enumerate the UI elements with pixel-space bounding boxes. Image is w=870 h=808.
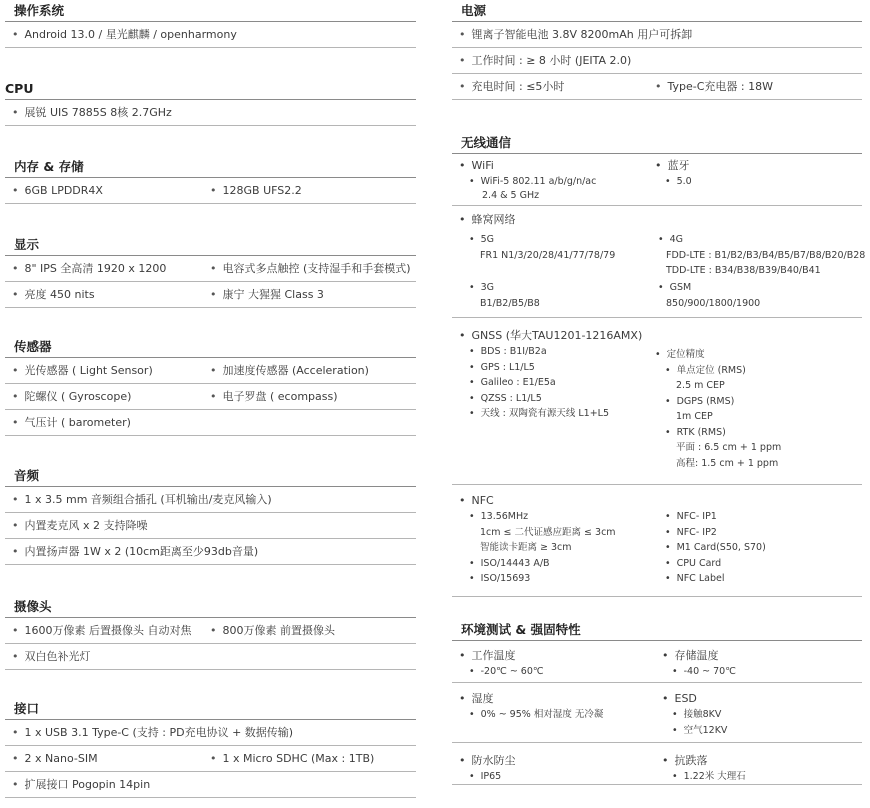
section-sensors (5, 336, 416, 436)
bluetooth-label: • 蓝牙 (655, 159, 690, 172)
section-title: 操作系统 (5, 0, 416, 22)
section-title: 电源 (452, 0, 862, 22)
section-power (452, 0, 862, 100)
spec-row (5, 22, 416, 48)
section-title: 内存 & 存储 (5, 156, 416, 178)
cellular-gsm: • GSM 850/900/1800/1900 (658, 282, 761, 309)
spec-item: • Android 13.0 / 星光麒麟 / openharmony (12, 28, 237, 41)
spec-row (5, 384, 416, 410)
water-dust: • 防水防尘 • IP65 (459, 754, 516, 782)
spec-item: • 1600万像素 后置摄像头 自动对焦 (12, 624, 192, 637)
cellular-block (459, 212, 516, 228)
spec-row (5, 644, 416, 670)
spec-item: • 加速度传感器 (Acceleration) (210, 364, 369, 377)
spec-item: • 128GB UFS2.2 (210, 184, 302, 197)
section-title: 摄像头 (5, 596, 416, 618)
spec-row (5, 358, 416, 384)
spec-item: • 1 x Micro SDHC (Max : 1TB) (210, 752, 375, 765)
gnss-label: • GNSS (华大TAU1201-1216AMX) (459, 329, 643, 342)
spec-row (5, 618, 416, 644)
spec-row (5, 410, 416, 436)
spec-row (5, 256, 416, 282)
spec-item: • 电子罗盘 ( ecompass) (210, 390, 338, 403)
cellular-5g: • 5G FR1 N1/3/20/28/41/77/78/79 (469, 234, 616, 261)
wifi-label: • WiFi (459, 159, 494, 172)
spec-item: • 康宁 大猩猩 Class 3 (210, 288, 324, 301)
section-title: 无线通信 (452, 132, 862, 154)
section-audio (5, 465, 416, 565)
spec-row (452, 641, 862, 683)
section-title: 音频 (5, 465, 416, 487)
spec-item: • 6GB LPDDR4X (12, 184, 103, 197)
spec-item: • 800万像素 前置摄像头 (210, 624, 335, 637)
nfc-label: • NFC (459, 494, 494, 507)
section-wireless (452, 132, 866, 597)
spec-row (5, 772, 416, 798)
gnss-precision: • 定位精度 • 单点定位 (RMS) 2.5 m CEP • DGPS (RMS) 1m CEP • RTK (RMS) 平面 : 6.5 cm + 1 ppm 高程: 1.5 cm + 1 ppm (655, 349, 782, 469)
storage-temp: • 存储温度 • -40 ~ 70℃ (662, 649, 736, 677)
spec-row (452, 485, 862, 597)
spec-item: • 锂离子智能电池 3.8V 8200mAh 用户可拆卸 (459, 28, 693, 41)
section-camera (5, 596, 416, 670)
bluetooth-version: • 5.0 (665, 176, 692, 187)
nfc-block: • NFC • 13.56MHz 1cm ≤ 二代证感应距离 ≤ 3cm 智能读卡距离 ≥ 3cm • ISO/14443 A/B • ISO/15693 (459, 494, 616, 584)
spec-row (5, 720, 416, 746)
spec-row (5, 513, 416, 539)
spec-item: • 光传感器 ( Light Sensor) (12, 364, 153, 377)
spec-row (452, 74, 862, 100)
spec-item: • 内置扬声器 1W x 2 (10cm距离至少93db音量) (12, 545, 259, 558)
spec-row (5, 178, 416, 204)
section-title: 接口 (5, 698, 416, 720)
spec-row (5, 100, 416, 126)
cellular-label: • 蜂窝网络 (459, 213, 516, 226)
bluetooth-block (655, 158, 692, 190)
spec-row (452, 743, 862, 785)
op-temp: • 工作温度 • -20℃ ~ 60℃ (459, 649, 544, 677)
spec-item: • 工作时间 : ≥ 8 小时 (JEITA 2.0) (459, 54, 632, 67)
section-title: 环境测试 & 强固特性 (452, 619, 862, 641)
cellular-3g: • 3G B1/B2/B5/B8 (469, 282, 540, 309)
gnss-block: • GNSS (华大TAU1201-1216AMX) • BDS : B1I/B2a • GPS : L1/L5 • Galileo : E1/E5a • QZSS : L1/L5 • 天线 : 双陶瓷有源天线 L1+L5 (459, 329, 643, 419)
section-os (5, 0, 416, 48)
spec-row (452, 683, 862, 743)
spec-item: • 内置麦克风 x 2 支持降噪 (12, 519, 148, 532)
section-display (5, 234, 416, 308)
section-title: 传感器 (5, 336, 416, 358)
section-title: 显示 (5, 234, 416, 256)
spec-item: • 气压计 ( barometer) (12, 416, 131, 429)
spec-item: • 陀螺仪 ( Gyroscope) (12, 390, 132, 403)
spec-item: • 1 x USB 3.1 Type-C (支持 : PD充电协议 + 数据传输) (12, 726, 294, 739)
spec-row (452, 318, 862, 485)
spec-item: • 展锐 UIS 7885S 8核 2.7GHz (12, 106, 172, 119)
section-ports (5, 698, 416, 798)
spec-item: • 8" IPS 全高清 1920 x 1200 (12, 262, 167, 275)
spec-row (5, 746, 416, 772)
spec-item: • 2 x Nano-SIM (12, 752, 98, 765)
spec-item: • Type-C充电器 : 18W (655, 80, 773, 93)
spec-item: • 1 x 3.5 mm 音频组合插孔 (耳机输出/麦克风输入) (12, 493, 272, 506)
spec-item: • 扩展接口 Pogopin 14pin (12, 778, 151, 791)
spec-row (452, 22, 862, 48)
spec-item: • 亮度 450 nits (12, 288, 95, 301)
spec-row (5, 539, 416, 565)
spec-item: • 充电时间 : ≤5小时 (459, 80, 565, 93)
nfc-protocols: • NFC- IP1 • NFC- IP2 • M1 Card(S50, S70) • CPU Card • NFC Label (665, 511, 766, 584)
spec-row (5, 282, 416, 308)
drop-resistance: • 抗跌落 • 1.22米 大理石 (662, 754, 746, 782)
cellular-4g: • 4G FDD-LTE : B1/B2/B3/B4/B5/B7/B8/B20/B28 TDD-LTE : B34/B38/B39/B40/B41 (658, 234, 866, 276)
humidity: • 湿度 • 0% ~ 95% 相对湿度 无冷凝 (459, 692, 604, 720)
section-title: CPU (5, 78, 416, 100)
section-memory (5, 156, 416, 204)
esd: • ESD • 接触8KV • 空气12KV (662, 692, 728, 736)
wifi-standard: • WiFi-5 802.11 a/b/g/n/ac (469, 176, 597, 187)
spec-row (452, 206, 866, 318)
spec-item: • 电容式多点触控 (支持湿手和手套模式) (210, 262, 411, 275)
spec-row (5, 487, 416, 513)
wifi-bands: 2.4 & 5 GHz (482, 189, 540, 201)
spec-item: • 双白色补光灯 (12, 650, 91, 663)
section-cpu (5, 78, 416, 126)
wifi-block (459, 158, 596, 201)
spec-row (452, 48, 862, 74)
spec-row (452, 154, 862, 206)
section-environment (452, 619, 862, 785)
